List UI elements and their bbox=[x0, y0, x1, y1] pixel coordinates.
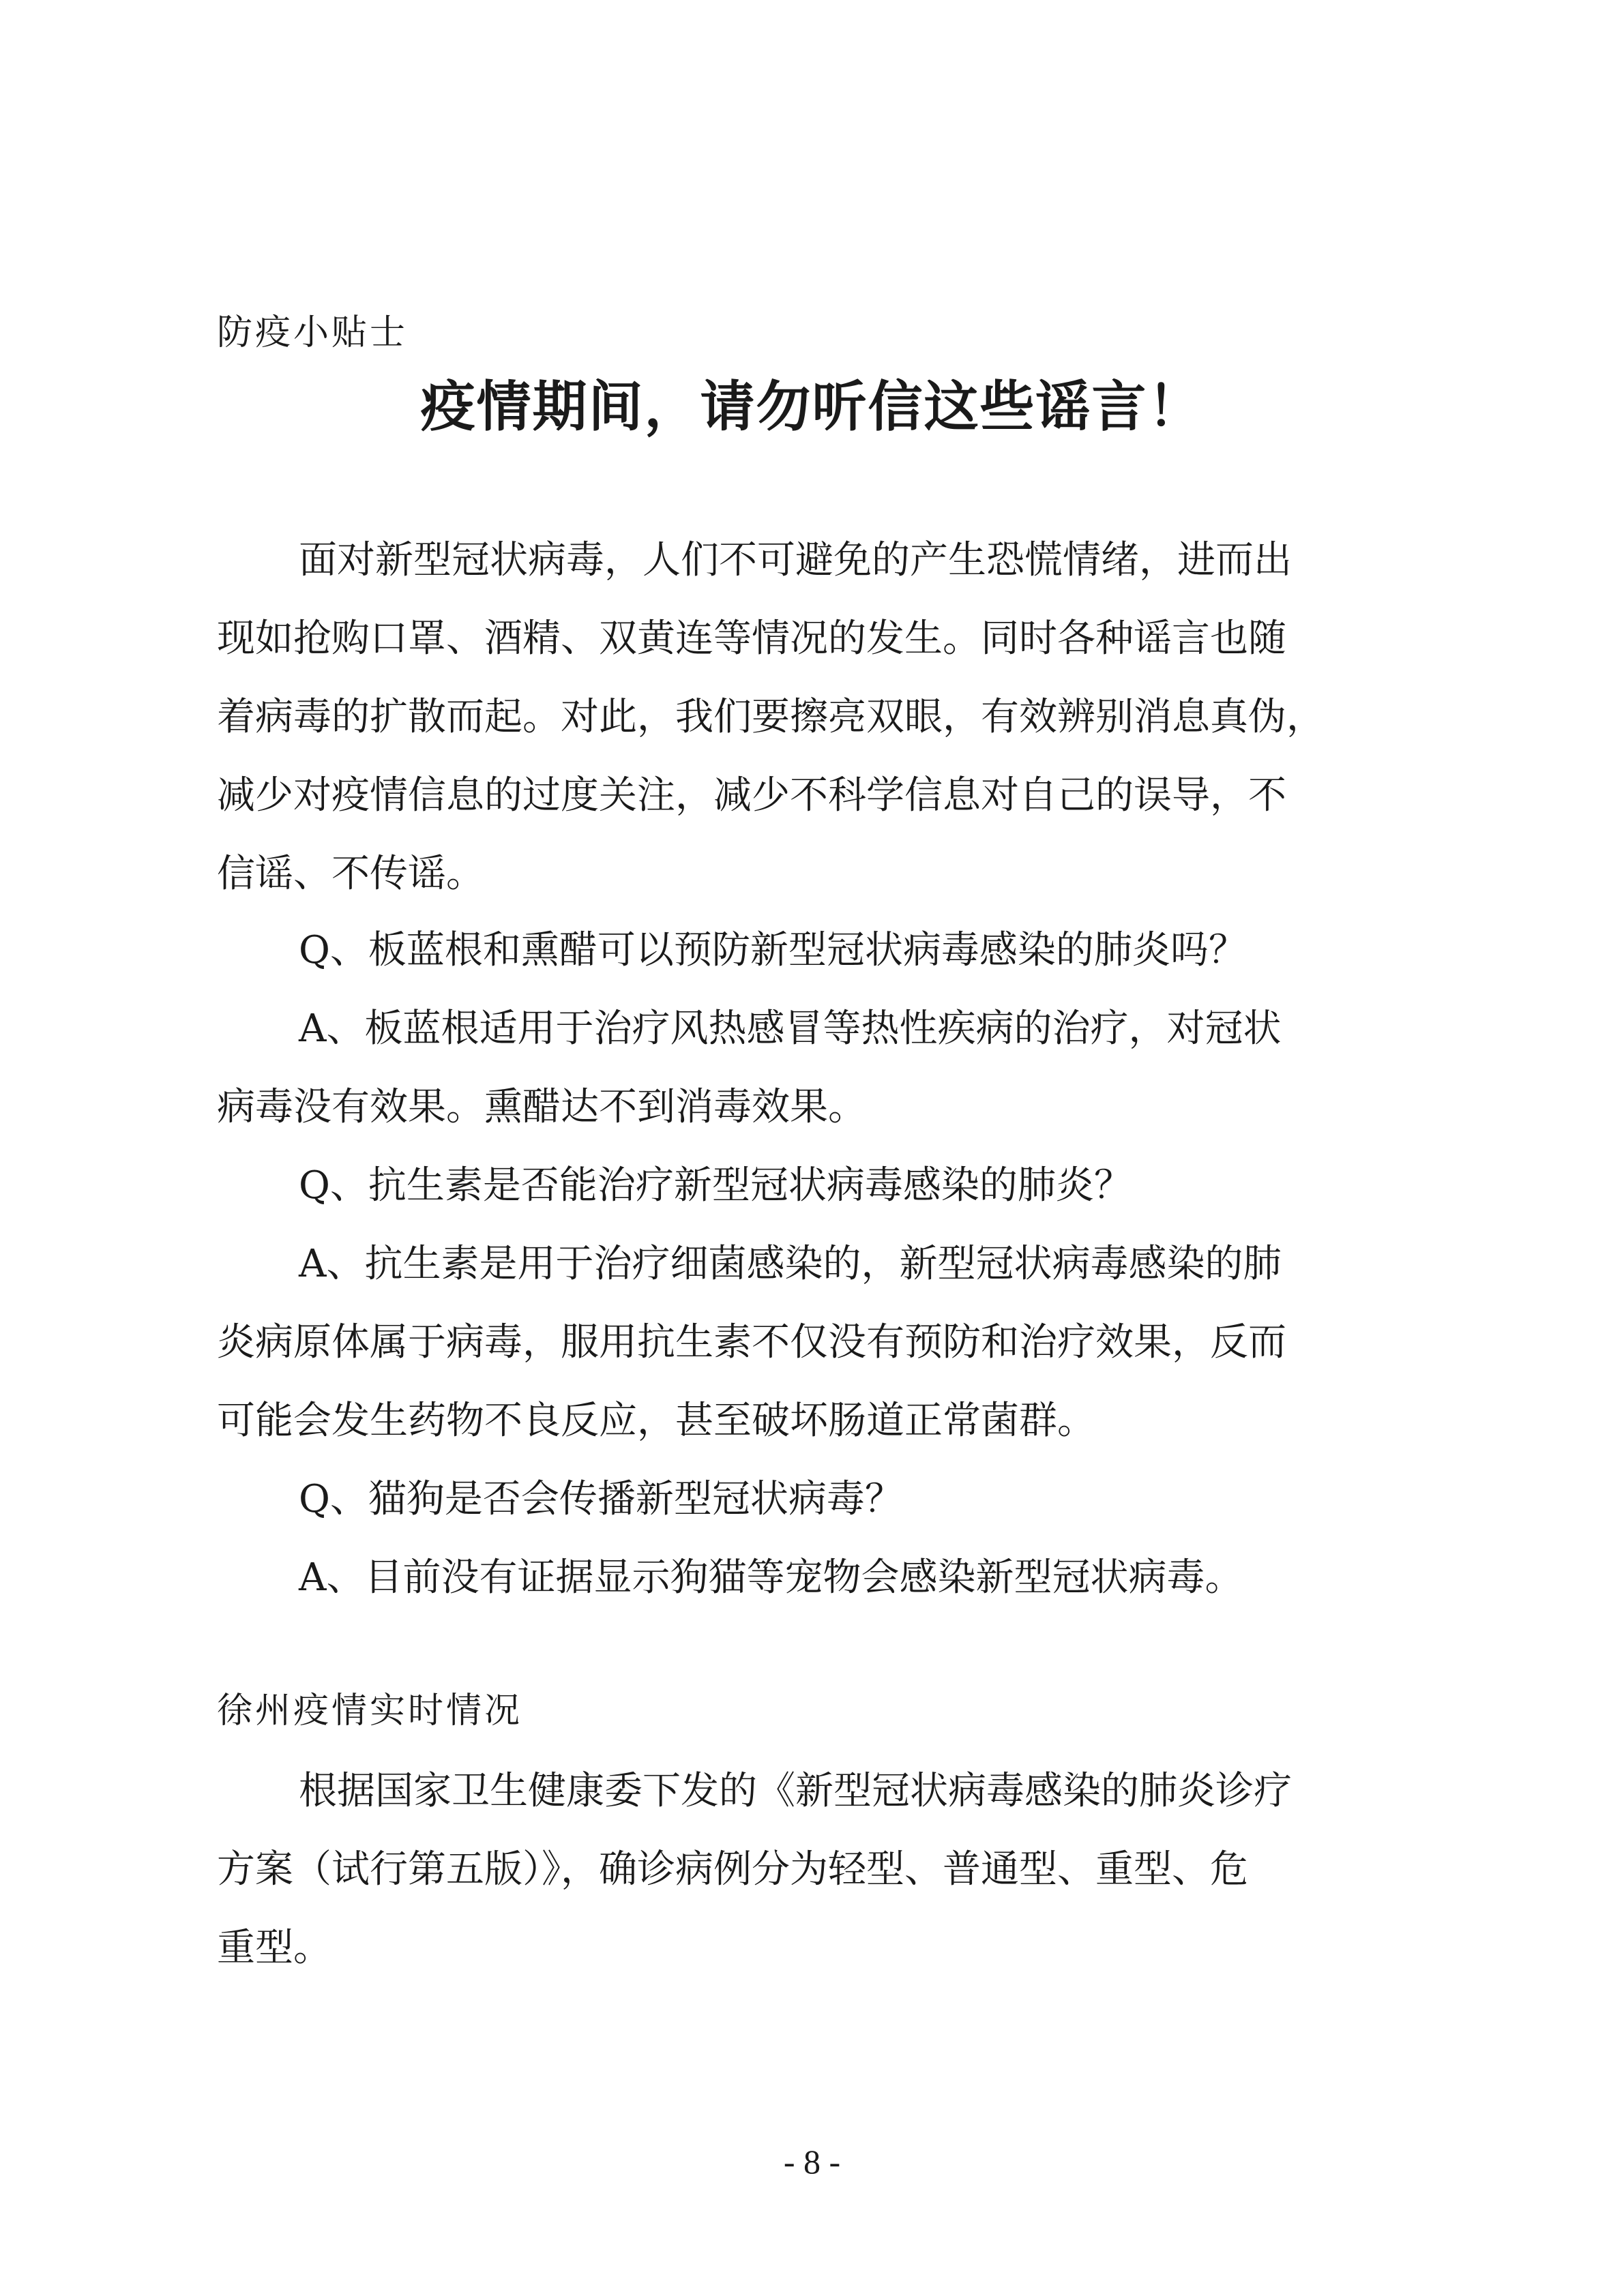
answer-text: A、抗生素是用于治疗细菌感染的，新型冠状病毒感染的肺 bbox=[299, 1242, 1282, 1286]
paragraph-line: 方案（试行第五版）》，确诊病例分为轻型、普通型、重型、危 bbox=[217, 1847, 1248, 1892]
answer-text: 炎病原体属于病毒，服用抗生素不仅没有预防和治疗效果，反而 bbox=[217, 1320, 1286, 1365]
intro-line: 现如抢购口罩、酒精、双黄连等情况的发生。同时各种谣言也随 bbox=[217, 616, 1286, 661]
intro-line: 信谣、不传谣。 bbox=[217, 852, 484, 896]
section-label-xuzhou: 徐州疫情实时情况 bbox=[217, 1690, 523, 1731]
section-label-tips: 防疫小贴士 bbox=[217, 312, 409, 353]
paragraph-line: 根据国家卫生健康委下发的《新型冠状病毒感染的肺炎诊疗 bbox=[299, 1769, 1292, 1813]
answer-text: A、目前没有证据显示狗猫等宠物会感染新型冠状病毒。 bbox=[299, 1555, 1243, 1600]
answer-text: 可能会发生药物不良反应，甚至破坏肠道正常菌群。 bbox=[217, 1399, 1095, 1443]
intro-line: 面对新型冠状病毒，人们不可避免的产生恐慌情绪，进而出 bbox=[299, 538, 1292, 582]
question-text: Q、抗生素是否能治疗新型冠状病毒感染的肺炎？ bbox=[299, 1163, 1132, 1208]
question-text: Q、猫狗是否会传播新型冠状病毒？ bbox=[299, 1477, 903, 1521]
intro-line: 减少对疫情信息的过度关注，减少不科学信息对自己的误导，不 bbox=[217, 773, 1286, 818]
page-number: - 8 - bbox=[783, 2143, 841, 2181]
question-text: Q、板蓝根和熏醋可以预防新型冠状病毒感染的肺炎吗？ bbox=[299, 928, 1247, 972]
paragraph-line: 重型。 bbox=[217, 1926, 331, 1970]
answer-text: A、板蓝根适用于治疗风热感冒等热性疾病的治疗，对冠状 bbox=[299, 1007, 1282, 1051]
intro-line: 着病毒的扩散而起。对此，我们要擦亮双眼，有效辨别消息真伪， bbox=[217, 695, 1325, 739]
answer-text: 病毒没有效果。熏醋达不到消毒效果。 bbox=[217, 1085, 866, 1129]
page-title: 疫情期间，请勿听信这些谣言！ bbox=[420, 374, 1204, 438]
